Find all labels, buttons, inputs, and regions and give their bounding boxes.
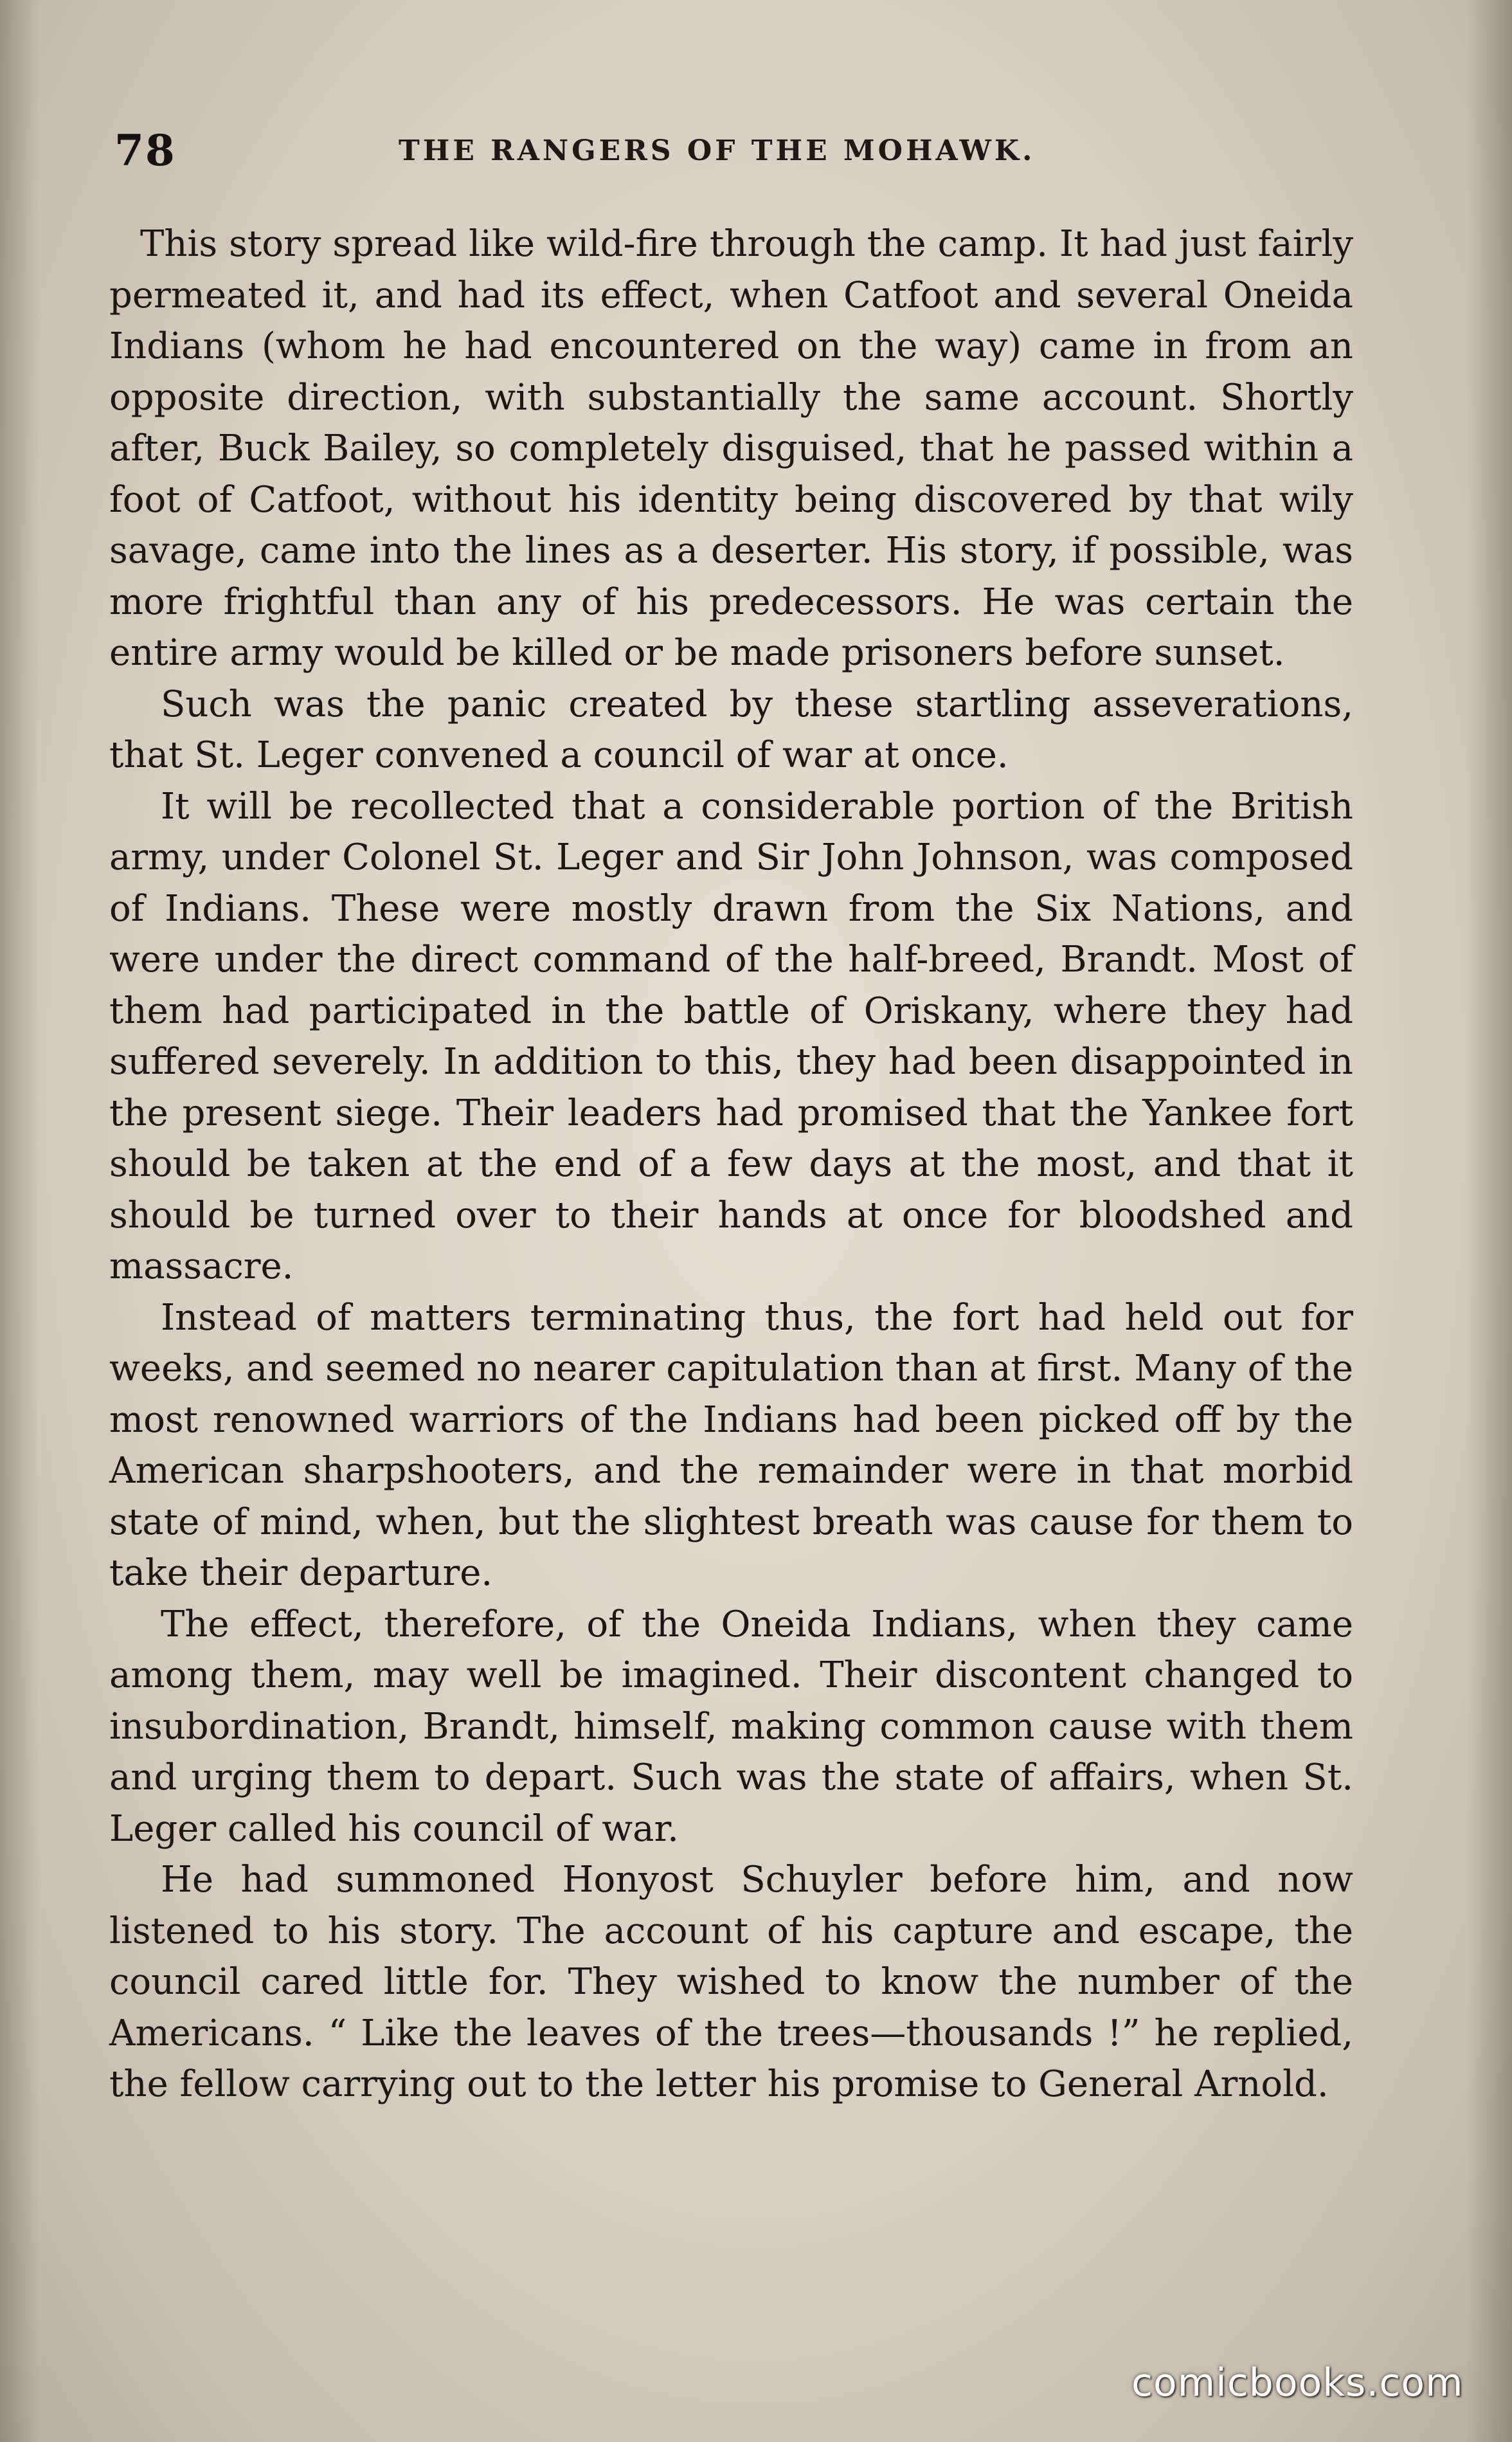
left-edge-shadow: [0, 0, 39, 2442]
paragraph: This story spread like wild-fire through the camp. It had just fairly permeated it, and had its effect, when Catfoot and several Oneida Indians (whom he had encountered on the way) came in from an opposite direction, with substantially the same account. Shortly after, Buck Bailey, so completely disguised, that he passed within a foot of Catfoot, without his identity being discovered by that wily savage, came into the lines as a deserter. His story, if possible, was more frightful than any of his predecessors. He was certain the entire army would be killed or be made prisoners before sunset.: [109, 223, 1353, 674]
body-text: [109, 219, 1353, 2110]
page-number: 78: [114, 125, 176, 176]
paragraph: It will be recollected that a considerable portion of the British army, under Colonel St. Leger and Sir John Johnson, was composed of Indians. These were mostly drawn from the Six Nations, and were under the direct command of the half-breed, Brandt. Most of them had participated in the battle of Oriskany, where they had suffered severely. In addition to this, they had been disappointed in the present siege. Their leaders had promised that the Yankee fort should be taken at the end of a few days at the most, and that it should be turned over to their hands at once for bloodshed and massacre.: [109, 785, 1353, 1287]
running-head: THE RANGERS OF THE MOHAWK.: [399, 134, 1036, 167]
paragraph: Such was the panic created by these startling asseverations, that St. Leger convened a council of war at once.: [109, 683, 1353, 776]
paragraph: The effect, therefore, of the Oneida Indians, when they came among them, may well be imagined. Their discontent changed to insubordination, Brandt, himself, making common cause with them and urging them to depart. Such was the state of affairs, when St. Leger called his council of war.: [109, 1603, 1353, 1850]
paragraph: He had summoned Honyost Schuyler before him, and now listened to his story. The account of his capture and escape, the council cared little for. They wished to know the number of the Americans. “ Like the leaves of the trees—thousands !” he replied, the fellow carrying out to the letter his promise to General Arnold.: [109, 1859, 1353, 2105]
watermark: comicbooks.com: [1131, 2360, 1464, 2405]
right-edge-shadow: [1467, 0, 1512, 2442]
page-header: [109, 125, 1363, 183]
page-content: [109, 103, 1363, 2315]
paragraph: Instead of matters terminating thus, the fort had held out for weeks, and seemed no nearer capitulation than at first. Many of the most renowned warriors of the Indians had been picked off by the American sharpshooters, and the remainder were in that morbid state of mind, when, but the slightest breath was cause for them to take their departure.: [109, 1296, 1353, 1594]
